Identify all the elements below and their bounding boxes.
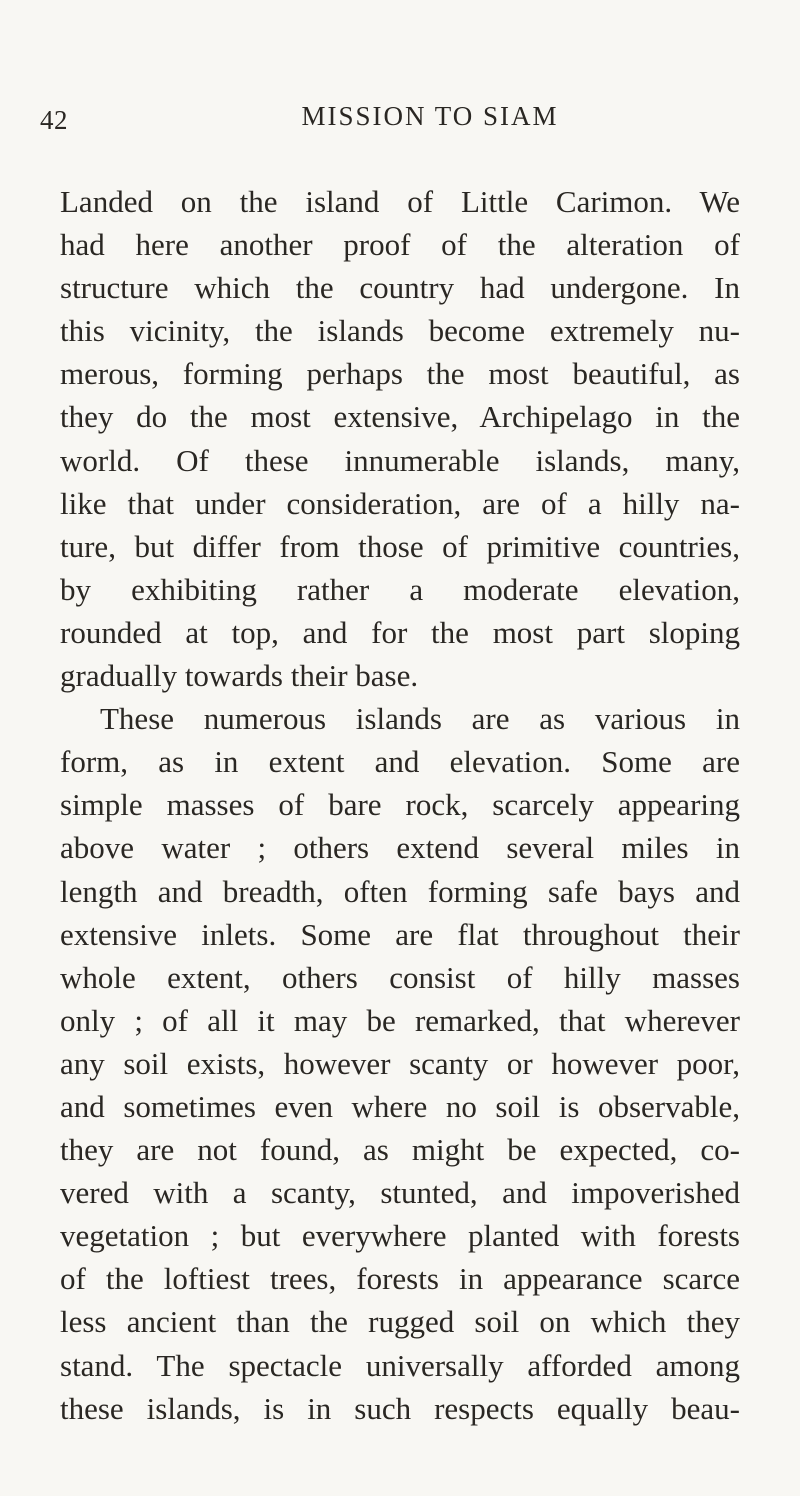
text-line: vered with a scanty, stunted, and impoverished	[60, 1175, 740, 1211]
text-line: only ; of all it may be remarked, that wherever	[60, 1002, 740, 1038]
text-line: rounded at top, and for the most part sloping	[60, 614, 740, 650]
running-head	[0, 101, 800, 132]
text-line: had here another proof of the alteration of	[60, 227, 740, 263]
text-line: like that under consideration, are of a hilly na-	[60, 485, 740, 521]
text-line: length and breadth, often forming safe bays and	[60, 873, 740, 909]
text-line: simple masses of bare rock, scarcely appearing	[60, 787, 740, 823]
text-line: less ancient than the rugged soil on which they	[60, 1304, 740, 1340]
text-line: vegetation ; but everywhere planted with forests	[60, 1218, 740, 1254]
text-line: extensive inlets. Some are flat throughout their	[60, 916, 740, 952]
text-line: merous, forming perhaps the most beautiful, as	[60, 356, 740, 392]
text-line: these islands, is in such respects equally beau-	[60, 1390, 740, 1426]
text-line: Landed on the island of Little Carimon. We	[60, 184, 740, 219]
text-line: world. Of these innumerable islands, many,	[60, 442, 740, 478]
text-line: above water ; others extend several miles in	[60, 830, 740, 866]
text-line: These numerous islands are as various in	[100, 701, 740, 737]
text-line: stand. The spectacle universally afforded among	[60, 1347, 740, 1383]
text-line: this vicinity, the islands become extremely nu-	[60, 313, 740, 349]
text-line: they do the most extensive, Archipelago in the	[60, 399, 740, 435]
body-text	[60, 180, 740, 1430]
text-line: of the loftiest trees, forests in appearance scarce	[60, 1261, 740, 1297]
text-line: any soil exists, however scanty or however poor,	[60, 1045, 740, 1081]
text-line: structure which the country had undergone. In	[60, 270, 740, 306]
text-line: and sometimes even where no soil is observable,	[60, 1088, 740, 1124]
running-title: MISSION TO SIAM	[301, 101, 559, 131]
text-line: ture, but differ from those of primitive countries,	[60, 528, 740, 564]
text-line: form, as in extent and elevation. Some are	[60, 744, 740, 780]
text-line: by exhibiting rather a moderate elevation,	[60, 571, 740, 607]
text-line: whole extent, others consist of hilly masses	[60, 959, 740, 995]
text-line: they are not found, as might be expected, co-	[60, 1132, 740, 1168]
text-line: gradually towards their base.	[60, 658, 419, 694]
page-number: 42	[40, 105, 68, 135]
